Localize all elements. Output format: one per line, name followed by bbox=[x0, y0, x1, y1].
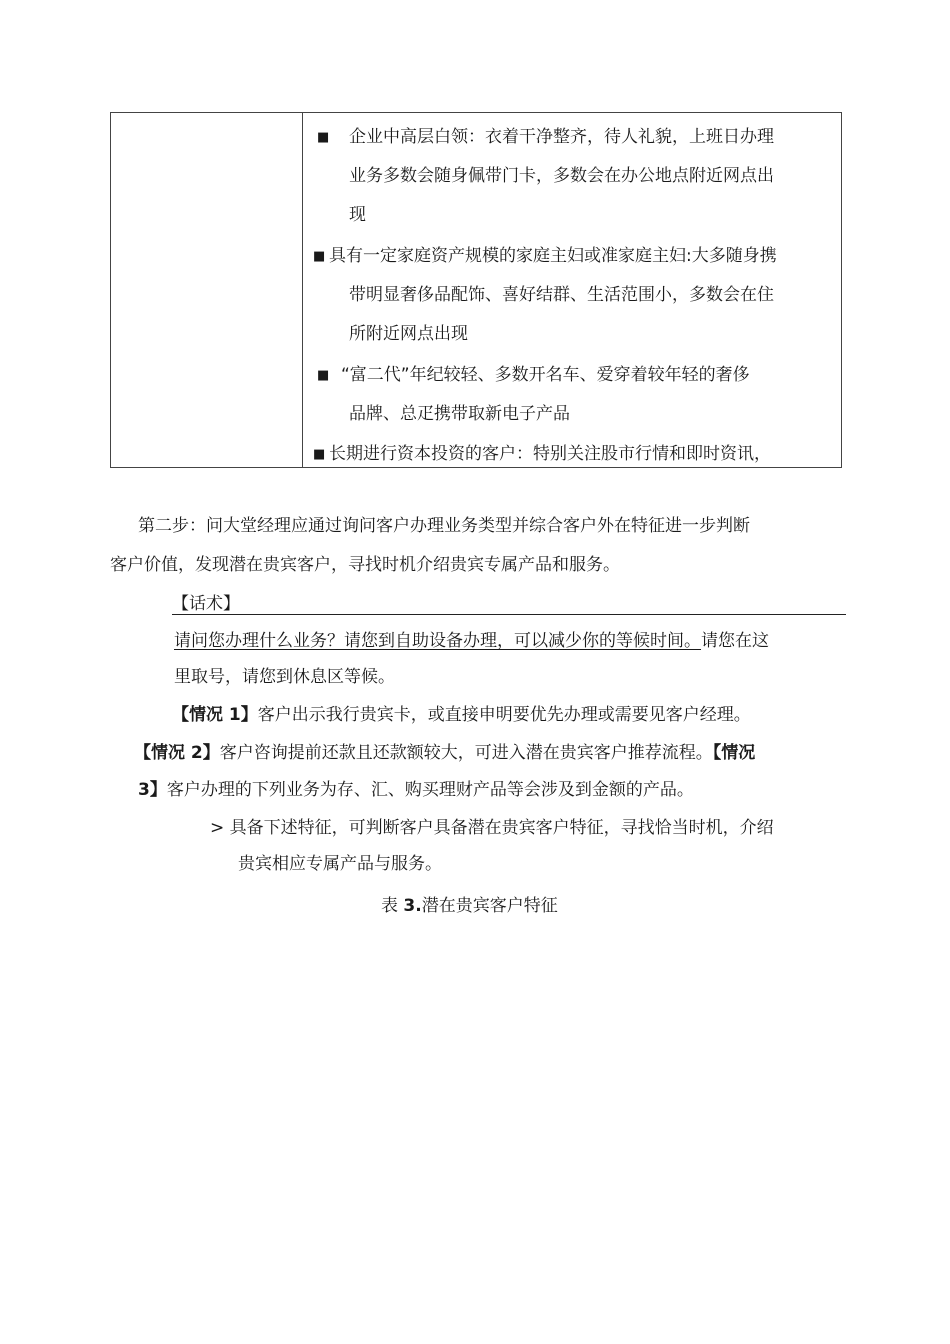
item-line: 具有一定家庭资产规模的家庭主妇或准家庭主妇:大多随身携 bbox=[329, 246, 777, 266]
caption-title: 潜在贵宾客户特征 bbox=[421, 896, 558, 916]
feature-note-line bbox=[210, 815, 774, 841]
square-bullet-icon: ■ bbox=[313, 447, 326, 462]
case-label: 【情况 1】 bbox=[172, 705, 258, 725]
table-caption bbox=[381, 893, 558, 919]
item-line: 品牌、总疋携带取新电子产品 bbox=[349, 404, 570, 424]
item-line: 带明显奢侈品配饰、喜好结群、生活范围小，多数会在住 bbox=[349, 285, 774, 305]
script-line bbox=[174, 628, 769, 654]
table-left-column bbox=[111, 113, 303, 467]
script-underlined-text: 请问您办理什么业务？请您到自助设备办理，可以减少你的等候时间。 bbox=[174, 631, 701, 651]
case-label: 【情况 bbox=[712, 743, 756, 763]
item-line: “富二代”年纪较轻、多数开名车、爱穿着较年轻的奢侈 bbox=[341, 365, 750, 385]
case-label: 【情况 2】 bbox=[134, 743, 220, 763]
case-2 bbox=[134, 740, 755, 766]
case-text: 客户咨询提前还款且还款额较大，可进入潜在贵宾客户推荐流程。 bbox=[219, 743, 713, 763]
caption-prefix: 表 bbox=[381, 896, 404, 916]
table-right-column bbox=[303, 113, 841, 467]
script-line: 里取号，请您到休息区等候。 bbox=[174, 667, 395, 687]
script-divider bbox=[172, 614, 846, 615]
case-label: 3】 bbox=[138, 780, 167, 800]
customer-feature-table bbox=[110, 112, 842, 468]
item-line: 企业中高层白领：衣着干净整齐，待人礼貌，上班日办理 bbox=[349, 127, 774, 147]
feature-note-text: 具备下述特征，可判断客户具备潜在贵宾客户特征，寻找恰当时机，介绍 bbox=[229, 818, 774, 838]
case-text: 客户出示我行贵宾卡，或直接申明要优先办理或需要见客户经理。 bbox=[257, 705, 751, 725]
arrow-marker-icon: > bbox=[210, 818, 225, 838]
case-3 bbox=[138, 777, 694, 803]
script-heading: 【话术】 bbox=[172, 594, 240, 614]
step2-line: 第二步：问大堂经理应通过询问客户办理业务类型并综合客户外在特征进一步判断 bbox=[138, 516, 750, 536]
square-bullet-icon: ■ bbox=[317, 368, 330, 383]
square-bullet-icon: ■ bbox=[317, 130, 330, 145]
item-line: 长期进行资本投资的客户：特别关注股市行情和即时资讯， bbox=[329, 444, 771, 464]
square-bullet-icon: ■ bbox=[313, 249, 326, 264]
step2-line: 客户价值，发现潜在贵宾客户，寻找时机介绍贵宾专属产品和服务。 bbox=[110, 555, 620, 575]
item-line: 业务多数会随身佩带门卡，多数会在办公地点附近网点出 bbox=[349, 166, 774, 186]
script-rest-text: 请您在这 bbox=[701, 631, 769, 651]
item-line: 现 bbox=[349, 205, 366, 225]
caption-number: 3. bbox=[403, 896, 422, 916]
feature-note-line: 贵宾相应专属产品与服务。 bbox=[238, 854, 442, 874]
case-1 bbox=[172, 702, 751, 728]
case-text: 客户办理的下列业务为存、汇、购买理财产品等会涉及到金额的产品。 bbox=[166, 780, 694, 800]
item-line: 所附近网点出现 bbox=[349, 324, 468, 344]
